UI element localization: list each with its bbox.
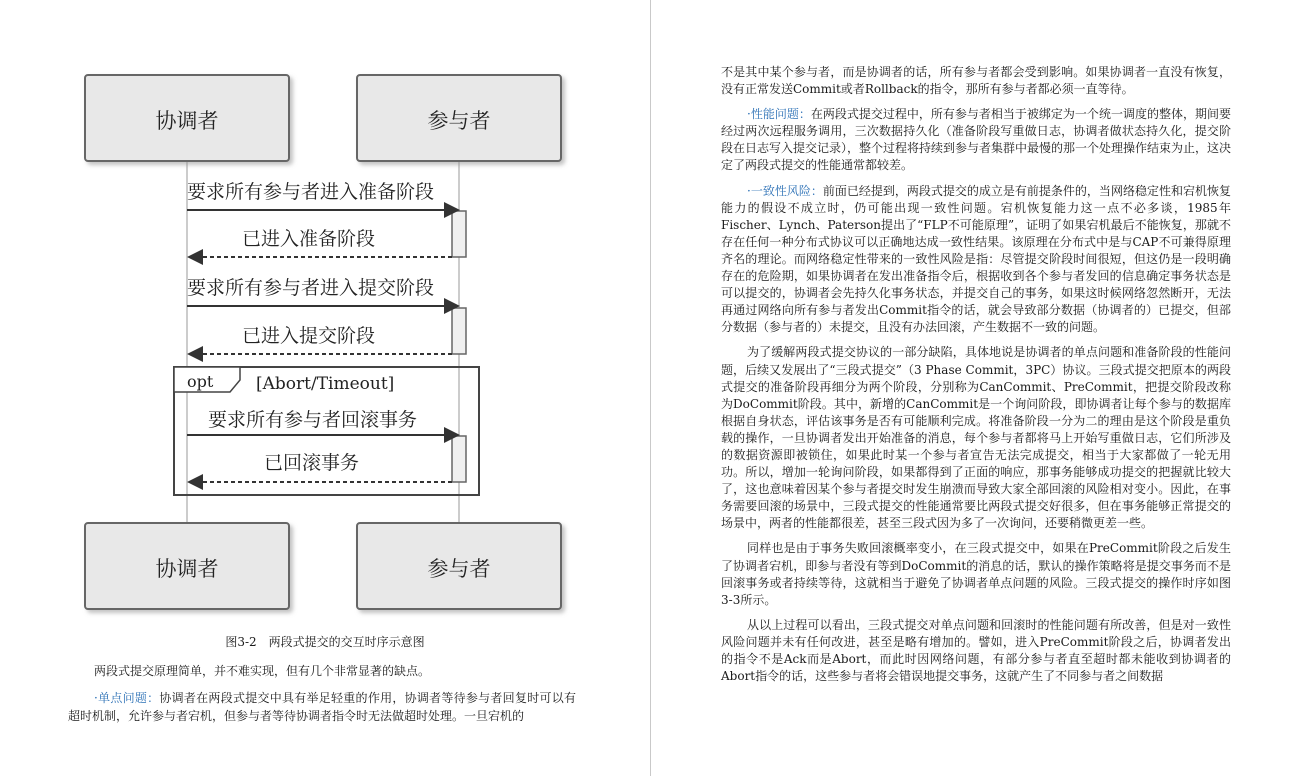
participant-label-bottom: 参与者	[427, 557, 491, 581]
message-3-label: 要求所有参与者进入提交阶段	[187, 277, 435, 299]
consistency-term: ·一致性风险：	[747, 183, 823, 198]
single-point-text: 协调者在两段式提交中具有举足轻重的作用，协调者等待参与者回复时可以有超时机制，允许参与者宕机，但参与者等待协调者指令时无法做超时处理。一旦宕机的	[68, 691, 576, 723]
opt-condition: [Abort/Timeout]	[256, 374, 395, 394]
participant-box-top	[357, 75, 561, 161]
consistency-paragraph	[721, 183, 1231, 337]
coordinator-box-top	[85, 75, 289, 161]
message-5-label: 要求所有参与者回滚事务	[208, 409, 418, 431]
sequence-diagram	[80, 70, 570, 630]
performance-paragraph	[721, 106, 1231, 174]
message-6-label: 已回滚事务	[264, 452, 360, 474]
performance-text: 在两段式提交过程中，所有参与者相当于被绑定为一个统一调度的整体，期间要经过两次远程服务调用，三次数据持久化（准备阶段写重做日志，协调者做状态持久化，提交阶段在日志写入提交记录），整个过程将持续到参与者集群中最慢的那一个处理操作结束为止，这决定了两段式提交的性能通常都较差。	[721, 107, 1232, 173]
right-page	[651, 0, 1301, 776]
left-page	[0, 0, 650, 776]
single-point-paragraph	[68, 690, 576, 725]
opt-frame	[174, 367, 479, 495]
sequence-diagram-svg	[80, 70, 570, 630]
coordinator-box-bottom	[85, 523, 289, 609]
activation-bar-1	[452, 211, 466, 257]
continuation-paragraph: 不是其中某个参与者，而是协调者的话，所有参与者都会受到影响。如果协调者一直没有恢复，没有正常发送Commit或者Rollback的指令，那所有参与者都必须一直等待。	[721, 65, 1231, 97]
conclusion-paragraph: 从以上过程可以看出，三段式提交对单点问题和回滚时的性能问题有所改善，但是对一致性风险问题并未有任何改进，甚至是略有增加的。譬如，进入PreCommit阶段之后，协调者发出的指令不是Ack而是Abort，而此时因网络问题，有部分参与者直至超时都未能收到协调者的Abort指令的话，这些参与者将会错误地提交事务，这就产生了不同参与者之间数据	[721, 617, 1231, 684]
precommit-paragraph: 同样也是由于事务失败回滚概率变小，在三段式提交中，如果在PreCommit阶段之后发生了协调者宕机，即参与者没有等到DoCommit的消息的话，默认的操作策略将是提交事务而不是回滚事务或者持续等待，这就相当于避免了协调者单点问题的风险。三段式提交的操作时序如图3-3所示。	[721, 541, 1231, 607]
right-page-body	[721, 64, 1231, 693]
message-1-label: 要求所有参与者进入准备阶段	[187, 181, 435, 203]
participant-label-top: 参与者	[427, 109, 491, 133]
opt-label: opt	[187, 372, 214, 391]
figure-caption: 图3-2 两段式提交的交互时序示意图	[225, 635, 425, 649]
message-2-label: 已进入准备阶段	[242, 228, 376, 250]
consistency-text: 前面已经提到，两段式提交的成立是有前提条件的，当网络稳定性和宕机恢复能力的假设不成立时，仍可能出现一致性问题。宕机恢复能力这一点不必多谈，1985年Fischer、Lynch、Paterson提出了“FLP不可能原理”，证明了如果宕机最后不能恢复，那就不存在任何一种分布式协议可以正确地达成一致性结果。该原理在分布式中是与CAP不可兼得原理齐名的理论。而网络稳定性带来的一致性风险是指：尽管提交阶段时间很短，但这仍是一段明确存在的危险期，如果协调者在发出准备指令后，根据收到各个参与者发回的信息确定事务状态是可以提交的，协调者会先持久化事务状态，并提交自己的事务，如果这时候网络忽然断开，无法再通过网络向所有参与者发出Commit指令的话，就会导致部分数据（协调者的）已提交，但部分数据（参与者的）未提交，且没有办法回滚，产生数据不一致的问题。	[721, 183, 1231, 335]
participant-box-bottom	[357, 523, 561, 609]
performance-term: ·性能问题：	[747, 107, 811, 122]
activation-bar-2	[452, 308, 466, 354]
activation-bar-3	[452, 436, 466, 482]
coordinator-label-bottom: 协调者	[155, 557, 219, 581]
intro-paragraph: 两段式提交原理简单，并不难实现，但有几个非常显著的缺点。	[94, 664, 431, 678]
three-phase-paragraph: 为了缓解两段式提交协议的一部分缺陷，具体地说是协调者的单点问题和准备阶段的性能问题，后续又发展出了“三段式提交”（3 Phase Commit，3PC）协议。三段式提交把原本的两段式提交的准备阶段再细分为两个阶段，分别称为CanCommit、PreCommit，把提交阶段改称为DoCommit阶段。其中，新增的CanCommit是一个询问阶段，即协调者让每个参与的数据库根据自身状态，评估该事务是否有可能顺利完成。将准备阶段一分为二的理由是这个阶段是重负载的操作，一旦协调者发出开始准备的消息，每个参与者都将马上开始写重做日志，它们所涉及的数据资源即被锁住，如果此时某一个参与者宣告无法完成提交，相当于大家都做了一轮无用功。所以，增加一轮询问阶段，如果都得到了正面的响应，那事务能够成功提交的把握就比较大了，这也意味着因某个参与者提交时发生崩溃而导致大家全部回滚的风险相对变小。因此，在事务需要回滚的场景中，三段式提交的性能通常要比两段式提交好很多，但在事务能够正常提交的场景中，两者的性能都很差，甚至三段式因为多了一次询问，还要稍微更差一些。	[721, 345, 1231, 531]
coordinator-label-top: 协调者	[155, 109, 219, 133]
single-point-term: ·单点问题：	[94, 691, 160, 705]
message-4-label: 已进入提交阶段	[242, 325, 376, 347]
